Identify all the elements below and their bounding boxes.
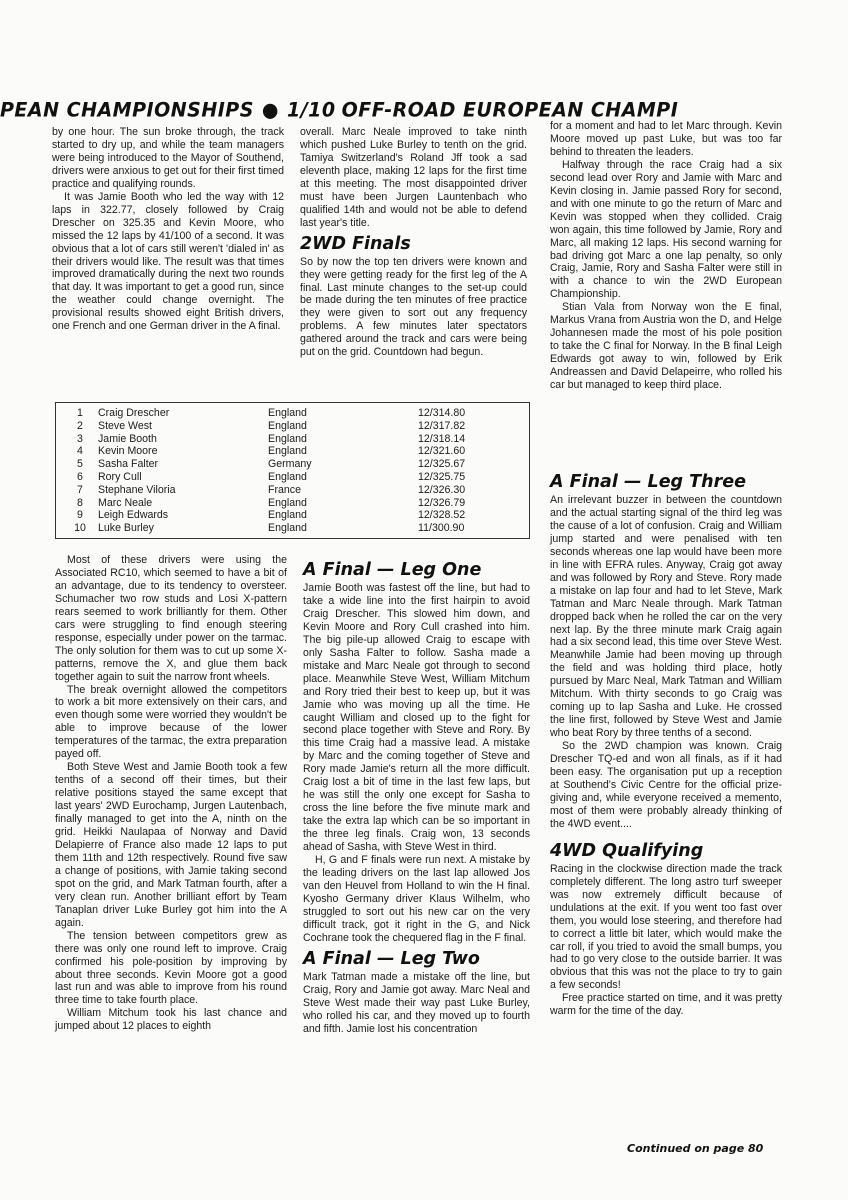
paragraph: The tension between competitors grew as there was only one round left to improve. Craig confirmed his pole-position by improving by about three seconds. Kevin Moore got a good last run and was able to improve from his round three time to take fourth place. — [55, 929, 287, 1007]
driver-name-cell: Jamie Booth — [98, 432, 157, 445]
paragraph: Jamie Booth was fastest off the line, but had to take a wide line into the first hairpin to avoid Craig Drescher. This slowed him down, and Kevin Moore and Rory Cull crashed into him. The big pile-up allowed Craig to escape with only Sasha Falter to follow. Sasha made a mistake and Marc Neale got through to second place. Meanwhile Steve West, William Mitchum and Rory tried their best to keep up, but it was Jamie who was moving up all the time. He caught William and closed up to the fight for second place together with Steve and Rory. By this time Craig had a massive lead. A mistake by Marc and the coming together of Steve and Rory made Jamie's return all the more difficult. Craig lost a bit of time in the last few laps, but he was still the only one except for Sasha to cross the line before the five minute mark and take the extra lap which can be so important in the three leg finals. Craig won, 13 seconds ahead of Sasha, with Steve West in third. — [303, 582, 530, 854]
driver-name-cell: Luke Burley — [98, 522, 154, 535]
time-cell: 12/326.30 — [418, 483, 466, 496]
heading-a-final-leg-three: A Final — Leg Three — [550, 472, 746, 492]
time-cell: 12/314.80 — [418, 407, 466, 419]
driver-name-cell: Stephane Viloria — [98, 483, 176, 496]
table-row — [62, 407, 518, 420]
banner-scale: 1/10 — [287, 98, 336, 122]
banner-left-text: PEAN CHAMPIONSHIPS — [0, 98, 254, 122]
position-cell: 1 — [77, 407, 83, 419]
column-6 — [550, 468, 782, 1018]
bullet-icon: ● — [261, 98, 279, 122]
paragraph: Most of these drivers were using the Associated RC10, which seemed to have a bit of an advantage, due to its tendency to oversteer. Schumacher two row studs and Losi X-pattern rears seemed to work brilliantly for them. Other cars were struggling to find enough steering response, especially under power on the tarmac. The only solution for them was to cut up some X-patterns, remove the X, and glue them back together again to suit the narrow front wheels. — [55, 554, 287, 683]
paragraph: Halfway through the race Craig had a six second lead over Rory and Jamie with Marc and Kevin closing in. Jamie passed Rory for second, and with one minute to go the return of Marc and Kevin was stopped when they collided. Craig won again, this time followed by Jamie, Rory and Marc, all making 12 laps. His second warning for bad driving got Marc a one lap penalty, so only Craig, Jamie, Rory and Sasha Falter were still in with a chance to win the 2WD European Championship. — [550, 158, 782, 301]
table-row — [62, 471, 518, 484]
heading-4wd-qualifying: 4WD Qualifying — [550, 840, 704, 861]
column-5 — [303, 556, 530, 1035]
nation-cell: England — [268, 419, 307, 432]
time-cell: 11/300.90 — [418, 522, 465, 535]
nation-cell: England — [268, 432, 307, 445]
position-cell: 4 — [77, 445, 83, 458]
position-cell: 7 — [77, 483, 83, 496]
nation-cell: England — [268, 445, 307, 458]
paragraph: Free practice started on time, and it was pretty warm for the time of the day. — [550, 992, 782, 1018]
heading-2wd-finals: 2WD Finals — [300, 233, 411, 254]
heading-a-final-leg-one: A Final — Leg One — [303, 560, 482, 580]
table-row — [62, 420, 518, 433]
paragraph: Racing in the clockwise direction made the track completely different. The long astro turf sweeper was now extremely difficult because of undulations at the exit. If you went too fast over them, you would lose steering, and therefore had to correct a little bit later, which would make the car roll, if you tried to avoid the small bumps, you had to go very close to the outside barrier. It was obvious that this was not the place to try to gain a few seconds! — [550, 862, 782, 992]
paragraph: Both Steve West and Jamie Booth took a few tenths of a second off their times, but their relative positions stayed the same except that last years' 2WD Eurochamp, Jurgen Lautenbach, finally managed to get into the A, ninth on the grid. Heikki Naulapaa of Norway and David Delapierre of France also made 12 laps to put them 11th and 12th respectively. Round five saw a change of positions, with Jamie taking second spot on the grid, and Mark Tatman fourth, after a very clean run. Another brilliant effort by Team Tanaplan driver Luke Burley got him into the A again. — [55, 761, 287, 929]
paragraph: An irrelevant buzzer in between the countdown and the actual starting signal of the third leg was the cause of a lot of confusion. Craig and William jump started and were penalised with ten seconds whereas one lap would have been more in line with EFRA rules. Anyway, Craig got away and was followed by Rory and Steve. Rory made a mistake on lap four and had to let Steve, Mark Tatman and Marc Neale through. Mark Tatman dropped back when he rolled the car on the very next lap. By the three minute mark Craig again had a six second lead, this time over Steve West. Meanwhile Jamie had been moving up through the field and was holding third place, hotly pursued by Marc Neal, Mark Tatman and William Mitchum. With thirty seconds to go Craig was coming up to lap Sasha and Luke. He crossed the line first, followed by Steve West and Jamie who beat Rory by three tenths of a second. — [550, 494, 782, 740]
paragraph: by one hour. The sun broke through, the track started to dry up, and while the team managers were being introduced to the Mayor of Southend, drivers were anxious to get out for their first timed practice and qualifying rounds. — [52, 126, 284, 190]
paragraph: The break overnight allowed the competitors to work a bit more extensively on their cars, and even though some were worried they wouldn't be able to improve because of the lower temperatures of the tarmac, the extra preparation payed off. — [55, 683, 287, 761]
table-row — [62, 509, 518, 522]
results-table-box — [55, 402, 530, 539]
time-cell: 12/325.67 — [418, 458, 466, 471]
nation-cell: Germany — [268, 458, 312, 471]
time-cell: 12/325.75 — [418, 470, 466, 483]
time-cell: 12/328.52 — [418, 509, 466, 522]
column-1 — [52, 126, 284, 333]
section-banner — [0, 98, 848, 122]
nation-cell: England — [268, 407, 307, 419]
paragraph: Mark Tatman made a mistake off the line, but Craig, Rory and Jamie got away. Marc Neal and Steve West made their way past Luke Burley, who rolled his car, and they moved up to fourth and fifth. Jamie lost his concentration — [303, 970, 530, 1035]
position-cell: 9 — [77, 509, 83, 522]
driver-name-cell: Steve West — [98, 419, 152, 432]
position-cell: 10 — [74, 522, 86, 535]
table-row — [62, 497, 518, 510]
time-cell: 12/317.82 — [418, 419, 466, 432]
position-cell: 8 — [77, 496, 83, 509]
driver-name-cell: Kevin Moore — [98, 445, 158, 458]
paragraph: overall. Marc Neale improved to take ninth which pushed Luke Burley to tenth on the grid. Tamiya Switzerland's Roland Jff took a sad eleventh place, making 12 laps for the first time at this meeting. The most disappointed driver must have been Jurgen Launtenbach who qualified 14th and would not be able to defend last year's title. — [300, 126, 527, 229]
nation-cell: England — [268, 522, 307, 535]
column-4 — [55, 554, 287, 1033]
paragraph: So by now the top ten drivers were known and they were getting ready for the first leg of the A final. Last minute changes to the set-up could be made during the ten minutes of free practice they were given to sort out any frequency problems. A few minutes later spectators gathered around the track and cars were being put on the grid. Countdown had begun. — [300, 255, 527, 359]
table-row — [62, 484, 518, 497]
nation-cell: France — [268, 483, 301, 496]
time-cell: 12/321.60 — [418, 445, 466, 458]
banner-right-text: OFF-ROAD EUROPEAN CHAMPI — [341, 98, 679, 122]
position-cell: 5 — [77, 458, 83, 471]
heading-a-final-leg-two: A Final — Leg Two — [303, 948, 480, 969]
position-cell: 6 — [77, 470, 83, 483]
driver-name-cell: Leigh Edwards — [98, 509, 169, 522]
driver-name-cell: Craig Drescher — [98, 407, 170, 419]
continued-note: Continued on page 80 — [627, 1142, 764, 1155]
column-2 — [300, 126, 527, 359]
position-cell: 3 — [77, 432, 83, 445]
table-row — [62, 522, 518, 535]
table-row — [62, 433, 518, 446]
table-row — [62, 445, 518, 458]
nation-cell: England — [268, 509, 307, 522]
results-table — [62, 407, 518, 535]
paragraph: It was Jamie Booth who led the way with 12 laps in 322.77, closely followed by Craig Drescher on 325.35 and Kevin Moore, who missed the 12 laps by 41/100 of a second. It was obvious that a lot of cars still weren't 'dialed in' as their drivers would like. The result was that times improved dramatically during the next two rounds that day. It was important to get a good run, since the weather could change overnight. The provisional results showed eight British drivers, one French and one German driver in the A final. — [52, 190, 284, 333]
table-row — [62, 458, 518, 471]
paragraph: Stian Vala from Norway won the E final, Markus Vrana from Austria won the D, and Helge Johannesen made the most of his pole position to take the C final for Norway. In the B final Leigh Edwards got away to win, followed by Erik Andreassen and David Delapeirre, who rolled his car but managed to keep third place. — [550, 301, 782, 392]
time-cell: 12/318.14 — [418, 432, 466, 445]
paragraph: H, G and F finals were run next. A mistake by the leading drivers on the last lap allowed Jos van den Heuvel from Holland to win the H final. Kyosho Germany driver Klaus Wilhelm, who struggled to sort out his new car on the very difficult track, got it right in the G, and Nick Cochrane took the chequered flag in the F final. — [303, 854, 530, 944]
driver-name-cell: Sasha Falter — [98, 458, 159, 471]
time-cell: 12/326.79 — [418, 496, 466, 509]
nation-cell: England — [268, 470, 307, 483]
position-cell: 2 — [77, 419, 83, 432]
paragraph: So the 2WD champion was known. Craig Drescher TQ-ed and won all finals, as if it had been easy. The organisation put up a reception at Southend's Civic Centre for the official prize-giving and, while everyone received a memento, most of them were probably already thinking of the 4WD event.... — [550, 740, 782, 830]
driver-name-cell: Rory Cull — [98, 470, 142, 483]
driver-name-cell: Marc Neale — [98, 496, 153, 509]
paragraph: William Mitchum took his last chance and jumped about 12 places to eighth — [55, 1007, 287, 1033]
nation-cell: England — [268, 496, 307, 509]
paragraph: for a moment and had to let Marc through. Kevin Moore moved up past Luke, but was too far behind to threaten the leaders. — [550, 120, 782, 158]
column-3 — [550, 120, 782, 392]
